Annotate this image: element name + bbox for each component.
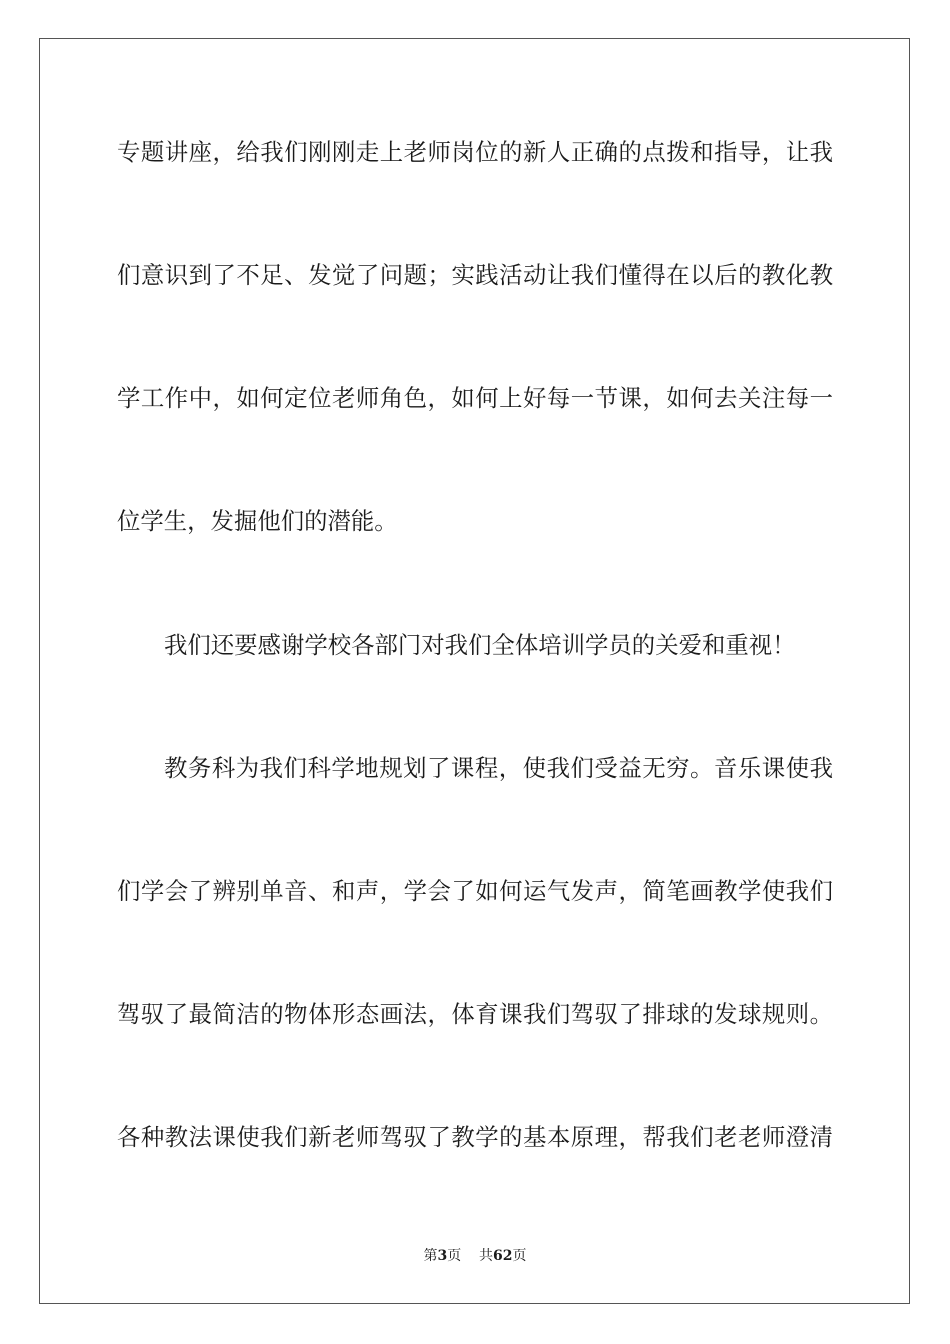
paragraph-line-4: 位学生，发掘他们的潜能。: [117, 507, 398, 535]
page-border: [39, 38, 910, 1304]
total-prefix: 共: [479, 1248, 494, 1264]
paragraph-line-6: 教务科为我们科学地规划了课程，使我们受益无穷。音乐课使我: [164, 754, 833, 782]
page-suffix: 页: [447, 1248, 462, 1264]
paragraph-line-2: 们意识到了不足、发觉了问题；实践活动让我们懂得在以后的教化教: [117, 261, 833, 289]
page-prefix: 第: [423, 1248, 438, 1264]
paragraph-line-3: 学工作中，如何定位老师角色，如何上好每一节课，如何去关注每一: [117, 384, 833, 412]
paragraph-line-1: 专题讲座，给我们刚刚走上老师岗位的新人正确的点拨和指导，让我: [117, 138, 833, 166]
paragraph-line-5: 我们还要感谢学校各部门对我们全体培训学员的关爱和重视！: [164, 631, 796, 659]
paragraph-line-8: 驾驭了最简洁的物体形态画法，体育课我们驾驭了排球的发球规则。: [117, 1000, 833, 1028]
page-number: 3: [437, 1248, 448, 1264]
total-suffix: 页: [512, 1248, 527, 1264]
total-pages: 62: [493, 1248, 513, 1264]
paragraph-line-7: 们学会了辨别单音、和声，学会了如何运气发声，简笔画教学使我们: [117, 877, 833, 905]
page-footer: [0, 1247, 950, 1265]
paragraph-line-9: 各种教法课使我们新老师驾驭了教学的基本原理，帮我们老老师澄清: [117, 1123, 833, 1151]
